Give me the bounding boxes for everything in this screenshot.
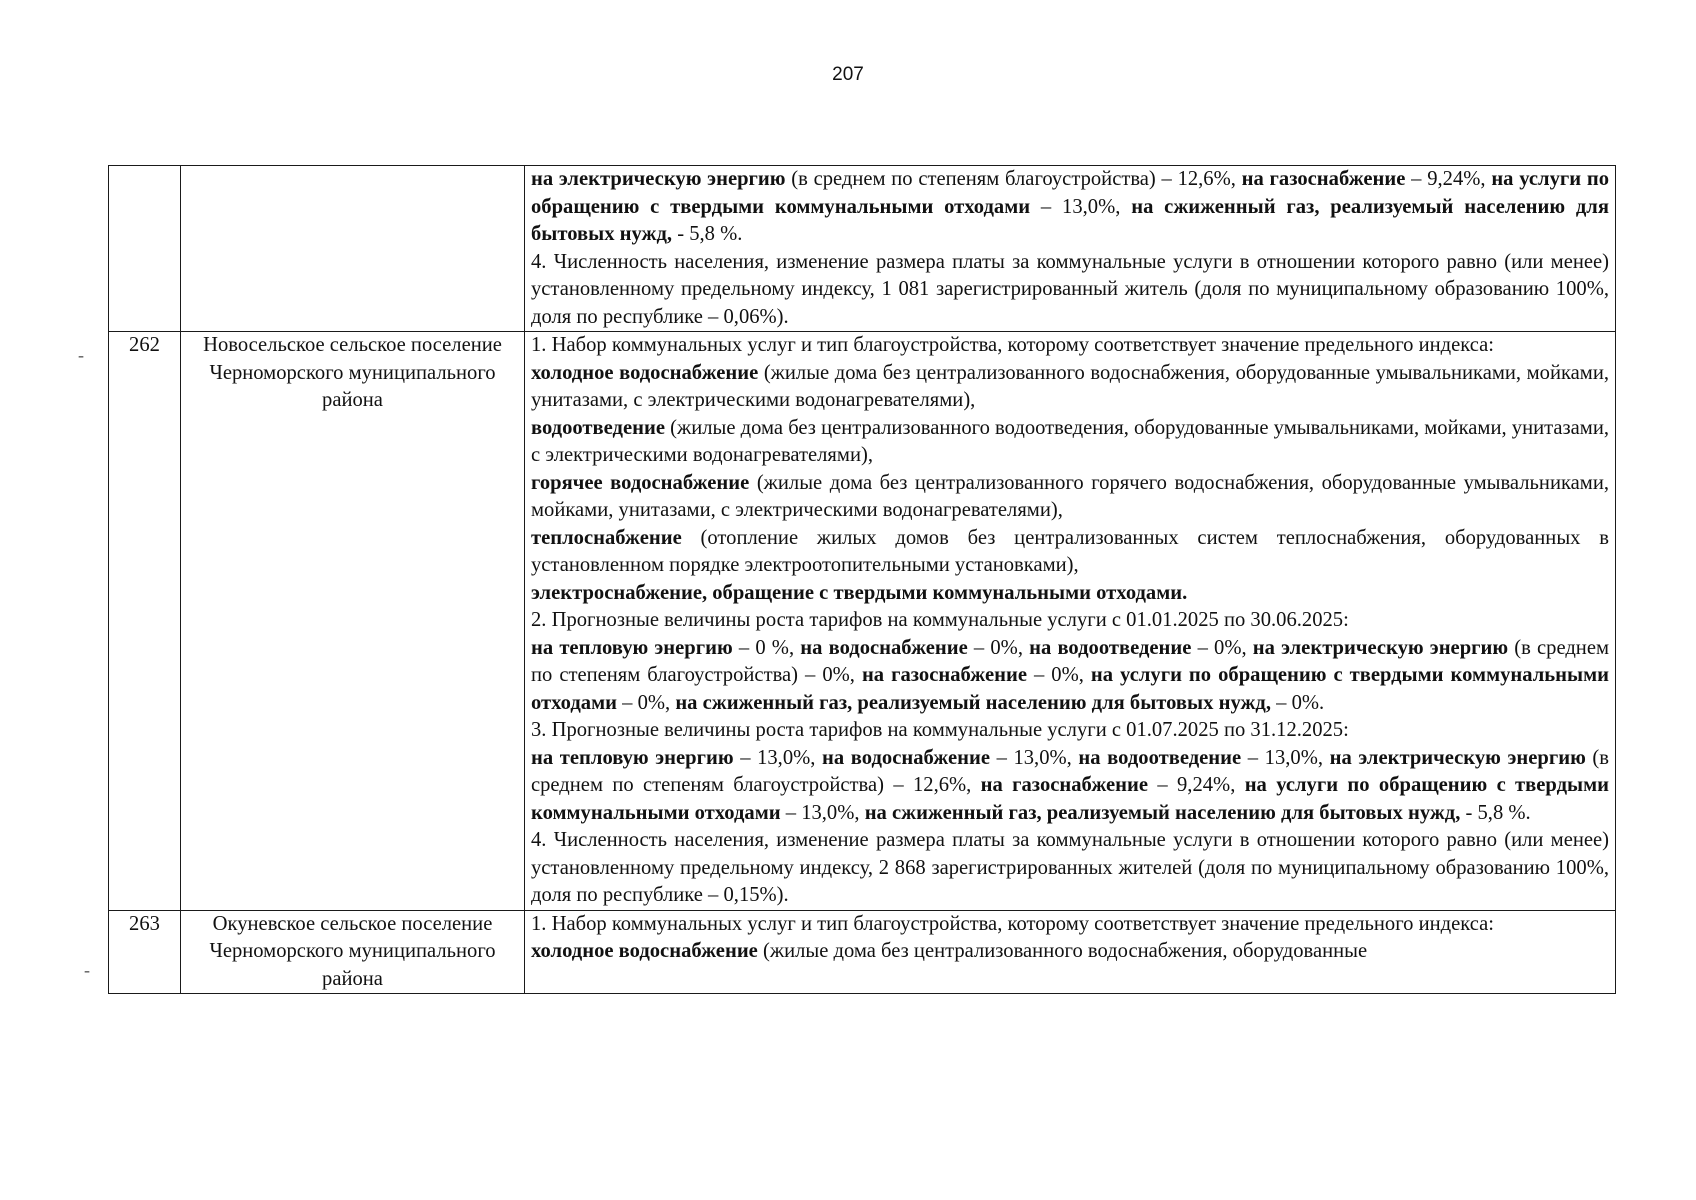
bold-text-run: на газоснабжение bbox=[861, 664, 1027, 686]
bold-text-run: на электрическую энергию bbox=[531, 168, 786, 190]
text-run: – 13,0%, bbox=[733, 746, 823, 769]
bold-text-run: на сжиженный газ, реализуемый населению для бытовых нужд, bbox=[531, 195, 1609, 245]
row-number: 262 bbox=[129, 334, 160, 356]
bold-text-run: теплоснабжение bbox=[531, 526, 682, 549]
text-run: - 5,8 %. bbox=[1460, 801, 1531, 824]
text-run: – 0%. bbox=[1270, 691, 1325, 714]
text-run: 4. Численность населения, изменение размера платы за коммунальные услуги в отношении которого равно (или менее) установленному предельному индексу, 2 868 зарегистрированных жителей (доля по муниципальному образованию 100%, доля по республике – 0,15%). bbox=[531, 829, 1609, 906]
text-run: – 13,0%, bbox=[780, 801, 865, 824]
description-paragraph bbox=[531, 635, 1609, 718]
bold-text-run: на водоснабжение bbox=[822, 746, 990, 769]
text-run: (в среднем по степеням благоустройства) – 12,6%, bbox=[785, 168, 1242, 190]
page-number: 207 bbox=[832, 64, 864, 85]
text-run: (жилые дома без централизованного горячего водоснабжения, оборудованные умывальниками, мойками, унитазами, с электрическими водонагревателями), bbox=[531, 471, 1609, 521]
text-run: 1. Набор коммунальных услуг и тип благоустройства, которому соответствует значение предельного индекса: bbox=[531, 334, 1494, 356]
bold-text-run: на сжиженный газ, реализуемый населению для бытовых нужд, bbox=[864, 801, 1461, 824]
description-cell bbox=[525, 910, 1616, 993]
text-run: (в среднем по степеням благоустройства) – 0%, bbox=[531, 636, 1609, 686]
description-paragraph bbox=[531, 525, 1609, 580]
bold-text-run: на тепловую энергию bbox=[531, 746, 734, 769]
text-run: 2. Прогнозные величины роста тарифов на коммунальные услуги с 01.01.2025 по 30.06.2025: bbox=[531, 609, 1349, 631]
description-paragraph bbox=[531, 470, 1609, 525]
bold-text-run: на газоснабжение bbox=[980, 774, 1149, 796]
bold-text-run: на услуги по обращению с твердыми коммунальными отходами bbox=[531, 664, 1610, 714]
bold-text-run: на водоснабжение bbox=[800, 636, 968, 659]
text-run: (жилые дома без централизованного водоотведения, оборудованные умывальниками, мойками, унитазами, с электрическими водонагревателями), bbox=[531, 416, 1609, 466]
bold-text-run: на водоотведение bbox=[1029, 636, 1192, 659]
municipality-name-cell bbox=[181, 332, 525, 911]
bold-text-run: электроснабжение, обращение с твердыми коммунальными отходами. bbox=[531, 581, 1188, 604]
row-number-cell bbox=[109, 332, 181, 911]
table-row bbox=[109, 166, 1616, 332]
bold-text-run: на газоснабжение bbox=[1241, 168, 1406, 190]
description-cell bbox=[525, 332, 1616, 911]
municipality-name-cell bbox=[181, 166, 525, 332]
text-run: 4. Численность населения, изменение размера платы за коммунальные услуги в отношении которого равно (или менее) установленному предельному индексу, 1 081 зарегистрированный житель (доля по муниципальному образованию 100%, доля по республике – 0,06%). bbox=[531, 250, 1609, 328]
bold-text-run: на водоотведение bbox=[1078, 746, 1242, 769]
bold-text-run: на услуги по обращению с твердыми коммунальными отходами bbox=[531, 774, 1610, 824]
bold-text-run: холодное водоснабжение bbox=[531, 361, 759, 384]
text-run: - 5,8 %. bbox=[672, 223, 743, 245]
description-paragraph bbox=[531, 332, 1609, 360]
description-paragraph bbox=[531, 827, 1609, 910]
bold-text-run: водоотведение bbox=[531, 416, 665, 439]
text-run: – 0%, bbox=[967, 636, 1030, 659]
municipality-name-cell bbox=[181, 910, 525, 993]
text-run: – 0%, bbox=[616, 691, 676, 714]
description-paragraph bbox=[531, 360, 1609, 415]
bold-text-run: на электрическую энергию bbox=[1252, 636, 1509, 659]
table-row bbox=[109, 910, 1616, 993]
bold-text-run: на сжиженный газ, реализуемый населению для бытовых нужд, bbox=[675, 691, 1271, 714]
text-run: – 0%, bbox=[1191, 636, 1253, 659]
municipality-name: Окуневское сельское поселение Черноморского муниципального района bbox=[209, 912, 496, 990]
bold-text-run: на электрическую энергию bbox=[1329, 746, 1586, 769]
text-run: – 0 %, bbox=[732, 636, 801, 659]
description-paragraph bbox=[531, 938, 1609, 966]
tariff-table bbox=[108, 165, 1616, 994]
description-paragraph bbox=[531, 415, 1609, 470]
description-paragraph bbox=[531, 607, 1609, 635]
text-run: – 9,24%, bbox=[1405, 168, 1492, 190]
table-row bbox=[109, 332, 1616, 911]
bold-text-run: холодное водоснабжение bbox=[531, 940, 758, 962]
text-run: – 13,0%, bbox=[989, 746, 1079, 769]
description-paragraph bbox=[531, 580, 1609, 608]
description-paragraph bbox=[531, 249, 1609, 332]
margin-mark: - bbox=[84, 960, 90, 980]
text-run: – 13,0%, bbox=[1241, 746, 1330, 769]
text-run: – 9,24%, bbox=[1148, 774, 1245, 796]
text-run: 3. Прогнозные величины роста тарифов на коммунальные услуги с 01.07.2025 по 31.12.2025: bbox=[531, 719, 1349, 741]
text-run: (жилые дома без централизованного водоснабжения, оборудованные умывальниками, мойками, унитазами, с электрическими водонагревателями), bbox=[531, 361, 1609, 411]
table-body bbox=[109, 166, 1616, 994]
row-number-cell bbox=[109, 910, 181, 993]
municipality-name: Новосельское сельское поселение Черноморского муниципального района bbox=[203, 334, 502, 411]
description-paragraph bbox=[531, 166, 1609, 249]
description-paragraph bbox=[531, 911, 1609, 939]
description-paragraph bbox=[531, 745, 1609, 828]
bold-text-run: на услуги по обращению с твердыми коммунальными отходами bbox=[531, 168, 1609, 218]
text-run: – 13,0%, bbox=[1030, 195, 1132, 218]
row-number-cell bbox=[109, 166, 181, 332]
description-cell bbox=[525, 166, 1616, 332]
text-run: (в среднем по степеням благоустройства) – 12,6%, bbox=[531, 746, 1609, 796]
text-run: (жилые дома без централизованного водоснабжения, оборудованные bbox=[757, 940, 1368, 962]
text-run: – 0%, bbox=[1026, 664, 1091, 686]
description-paragraph bbox=[531, 717, 1609, 745]
text-run: (отопление жилых домов без централизованных систем теплоснабжения, оборудованных в установленном порядке электроотопительными установками), bbox=[531, 526, 1609, 576]
bold-text-run: на тепловую энергию bbox=[531, 636, 733, 659]
margin-mark: - bbox=[78, 345, 84, 365]
row-number: 263 bbox=[129, 912, 160, 935]
text-run: 1. Набор коммунальных услуг и тип благоустройства, которому соответствует значение предельного индекса: bbox=[531, 912, 1494, 935]
bold-text-run: горячее водоснабжение bbox=[531, 471, 750, 494]
